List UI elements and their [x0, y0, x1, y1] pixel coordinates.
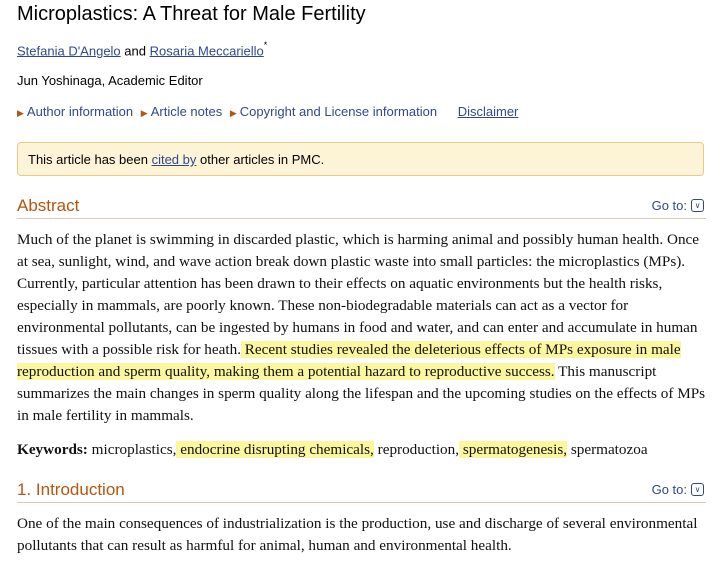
keyword: microplastics,: [87, 441, 177, 458]
copyright-license-link[interactable]: Copyright and License information: [239, 104, 438, 119]
keywords: [17, 439, 706, 461]
author-link-meccariello[interactable]: Rosaria Meccariello: [149, 43, 264, 59]
keyword: spermatozoa: [567, 441, 648, 458]
article-title: Microplastics: A Threat for Male Fertility: [17, 3, 366, 25]
academic-editor: Jun Yoshinaga, Academic Editor: [17, 73, 203, 88]
abstract-text: [17, 229, 706, 427]
keywords-label: Keywords:: [17, 441, 88, 458]
goto-menu-abstract[interactable]: [652, 198, 704, 213]
author-information-link[interactable]: Author information: [26, 104, 134, 119]
article-info-links: [17, 104, 518, 119]
author-separator: and: [124, 43, 146, 59]
introduction-heading: 1. Introduction: [17, 480, 125, 499]
triangle-right-icon: ▶: [17, 108, 24, 118]
author-link-dangelo[interactable]: Stefania D'Angelo: [17, 43, 121, 59]
disclaimer-link[interactable]: Disclaimer: [457, 104, 519, 119]
article-notes-link[interactable]: Article notes: [150, 104, 223, 119]
triangle-right-icon: ▶: [140, 108, 148, 118]
triangle-right-icon: ▶: [229, 108, 237, 118]
notice-text-pre: This article has been: [28, 152, 152, 167]
cited-by-link[interactable]: cited by: [151, 152, 197, 167]
keyword-highlight: spermatogenesis,: [459, 441, 568, 458]
chevron-down-icon[interactable]: ∨: [691, 483, 704, 496]
abstract-heading: Abstract: [17, 196, 80, 215]
chevron-down-icon[interactable]: ∨: [691, 199, 704, 212]
introduction-section-header: [17, 480, 706, 503]
abstract-section-header: [17, 196, 706, 219]
cited-by-notice: [17, 142, 704, 176]
keyword: reproduction,: [373, 441, 460, 458]
goto-label: Go to:: [651, 482, 687, 497]
goto-menu-introduction[interactable]: [652, 482, 704, 497]
corresponding-author-mark: *: [263, 40, 268, 50]
keyword-highlight: endocrine disrupting chemicals,: [176, 441, 374, 458]
notice-text-post: other articles in PMC.: [196, 152, 325, 167]
author-line: [17, 42, 267, 58]
abstract-text-end: This manuscript summarizes the main changes in sperm quality along the lifespan and the upcoming studies on the effects of MPs in male fertility in mammals.: [17, 363, 706, 424]
abstract-text-plain: Much of the planet is swimming in discarded plastic, which is harming animal and possibly human health. Once at sea, sunlight, wind, and wave action break down plastic waste into small particles: the microplastics (MPs). Currently, particular attention has been drawn to their effects on aquatic environments but the health risks, especially in mammals, are poorly known. These non-biodegradable materials can act as a vector for environmental pollutants, can be ingested by humans in food and water, and can enter and accumulate in human tissues with a possible risk for heath.: [17, 231, 700, 358]
goto-label: Go to:: [651, 198, 687, 213]
introduction-text: One of the main consequences of industrialization is the production, use and discharge of several environmental pollutants that can result as harmful for animal, human and environmental health.: [17, 515, 698, 554]
abstract-highlight: Recent studies revealed the deleterious effects of MPs exposure in male reproduction and sperm quality, making them a potential hazard to reproductive success.: [17, 341, 681, 380]
